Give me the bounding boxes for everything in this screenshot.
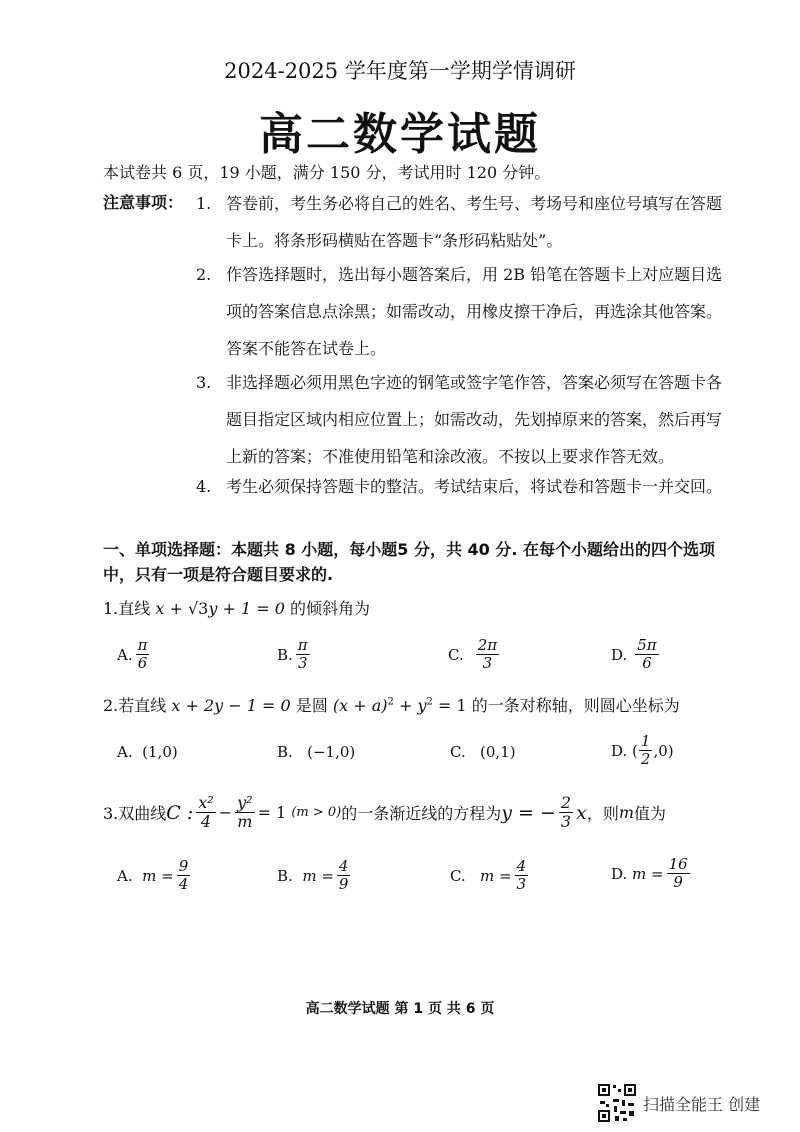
exam-subtitle: 2024-2025 学年度第一学期学情调研 [224, 59, 576, 83]
option-value: (−1,0) [307, 743, 356, 761]
numerator: 4 [516, 857, 527, 875]
option-fraction [296, 637, 310, 673]
q3-suffix2: 值为 [634, 804, 667, 824]
denominator: 4 [200, 812, 212, 832]
q3-slope-fraction [559, 794, 573, 832]
notice-item-text: 考生必须保持答题卡的整洁。考试结束后，将试卷和答题卡一并交回。 [226, 477, 723, 496]
q2-suffix: 的一条对称轴，则圆心坐标为 [471, 696, 680, 715]
option-pre: ( [632, 741, 638, 760]
q1-prefix: 1.直线 [103, 599, 151, 618]
q1-option-c[interactable] [448, 637, 502, 673]
q2-prefix: 2.若直线 [103, 696, 167, 715]
exam-intro: 本试卷共 6 页，19 小题，满分 150 分，考试用时 120 分钟。 [103, 163, 551, 182]
numerator: 9 [178, 857, 189, 875]
option-fraction [639, 733, 653, 769]
q1-eq-a: x + [155, 599, 188, 618]
q1-option-b[interactable] [277, 637, 313, 673]
question-3 [103, 794, 666, 832]
q3-suffix: ，则 [586, 804, 619, 824]
option-label: C. [450, 743, 466, 761]
option-lhs: m = [632, 864, 664, 883]
denominator: 4 [178, 875, 189, 894]
denominator: 2 [640, 750, 651, 769]
option-label: A. [117, 866, 133, 885]
option-value: (1,0) [142, 743, 178, 761]
q2-circle-a: (x + a) [332, 696, 388, 715]
q3-condition: (m > 0) [291, 805, 342, 821]
q2-option-d[interactable] [611, 733, 674, 769]
option-label: A. [117, 743, 133, 761]
q3-var: m [618, 803, 634, 823]
q1-option-d[interactable] [611, 637, 662, 673]
q1-sqrt: √3 [187, 599, 209, 618]
numerator: 2 [560, 793, 572, 812]
q1-suffix: 的倾斜角为 [290, 599, 371, 618]
denominator: 3 [560, 812, 572, 832]
option-label: D. [611, 645, 628, 664]
denominator: 3 [297, 654, 308, 673]
denominator: m [237, 812, 253, 832]
notice-item [196, 256, 736, 371]
notice-item-number: 1. [196, 194, 212, 213]
q3-x-fraction [196, 794, 215, 832]
q3-option-b[interactable] [277, 858, 353, 894]
option-label: B. [277, 645, 293, 664]
numerator: π [137, 636, 148, 654]
question-2 [103, 693, 680, 716]
q2-circle-c: = 1 [432, 696, 467, 715]
q2-option-a[interactable] [117, 743, 178, 761]
q3-eq: = 1 [257, 803, 287, 823]
notice-item-number: 2. [196, 265, 212, 284]
denominator: 3 [516, 875, 527, 894]
q2-option-c[interactable] [450, 743, 516, 761]
notice-item-text: 非选择题必须用黑色字迹的钢笔或签字笔作答，答案必须写在答题卡各题目指定区域内相应位置上；如需改动，先划掉原来的答案，然后再写上新的答案；不准使用铅笔和涂改液。不按以上要求作答无效。 [226, 373, 723, 466]
watermark-text: 扫描全能王 创建 [643, 1094, 761, 1114]
question-1 [103, 596, 370, 619]
notice-item [196, 468, 736, 508]
q3-curve-name: C : [166, 801, 194, 824]
option-label: B. [277, 866, 293, 885]
notice-label: 注意事项： [103, 193, 184, 212]
notice-item-text: 答卷前，考生务必将自己的姓名、考生号、考场号和座位号填写在答题卡上。将条形码横贴在答题卡“条形码粘贴处”。 [226, 194, 723, 250]
q2-circle-b: + y [393, 696, 427, 715]
option-label: A. [117, 645, 133, 664]
exam-title: 高二数学试题 [259, 109, 541, 160]
option-label: C. [450, 866, 466, 885]
denominator: 6 [642, 654, 652, 673]
q2-mid: 是圆 [295, 696, 328, 715]
option-label: D. [611, 864, 628, 883]
denominator: 3 [482, 654, 493, 673]
q3-y-fraction [235, 794, 254, 832]
option-fraction [476, 637, 499, 673]
option-label: B. [277, 743, 293, 761]
page-footer: 高二数学试题 第 1 页 共 6 页 [305, 1001, 495, 1017]
q2-line: x + 2y − 1 = 0 [171, 696, 291, 715]
q2-option-b[interactable] [277, 743, 355, 761]
q3-prefix: 3.双曲线 [103, 804, 167, 824]
option-fraction [515, 858, 529, 894]
numerator: π [297, 636, 308, 654]
q3-option-a[interactable] [117, 858, 193, 894]
section-heading: 一、单项选择题：本题共 8 小题，每小题5 分，共 40 分. 在每个小题给出的四个选项中，只有一项是符合题目要求的. [103, 540, 716, 584]
q2-exp-2: 2 [426, 696, 433, 708]
option-value: (0,1) [480, 743, 516, 761]
q2-exp-1: 2 [387, 696, 394, 708]
numerator: x² [198, 793, 214, 812]
q1-eq-b: y + 1 = 0 [208, 599, 285, 618]
qr-code-icon [597, 1083, 637, 1123]
scanner-watermark [597, 1083, 760, 1123]
option-fraction [177, 858, 191, 894]
option-fraction [337, 858, 351, 894]
option-label: C. [448, 645, 464, 664]
notice-item [196, 185, 736, 265]
q3-asymptote: y = − [501, 801, 556, 824]
notice-item-number: 4. [196, 477, 212, 496]
notice-item-text: 作答选择题时，选出每小题答案后，用 2B 铅笔在答题卡上对应题目选项的答案信息点涂黑；如需改动，用橡皮擦干净后，再选涂其他答案。答案不能答在试卷上。 [226, 265, 723, 358]
option-lhs: m = [302, 866, 334, 885]
denominator: 6 [137, 654, 148, 673]
numerator: y² [237, 793, 253, 812]
denominator: 9 [338, 875, 349, 894]
numerator: 5π [637, 636, 657, 654]
option-lhs: m = [480, 866, 512, 885]
option-fraction [667, 856, 690, 892]
q3-mid: 的一条渐近线的方程为 [341, 804, 502, 824]
option-lhs: m = [142, 866, 174, 885]
option-post: ,0) [653, 741, 674, 760]
option-fraction [635, 637, 658, 673]
option-label: D. [611, 741, 628, 760]
q3-minus: − [218, 803, 233, 823]
notice-item [196, 364, 736, 479]
denominator: 9 [673, 873, 683, 892]
numerator: 1 [640, 732, 651, 750]
numerator: 4 [338, 857, 349, 875]
q3-option-c[interactable] [450, 858, 531, 894]
q1-option-a[interactable] [117, 637, 152, 673]
numerator: 16 [668, 855, 688, 873]
q3-asym-x: x [576, 801, 587, 824]
notice-item-number: 3. [196, 373, 212, 392]
option-fraction [136, 637, 150, 673]
q3-option-d[interactable] [611, 856, 693, 892]
numerator: 2π [477, 636, 498, 654]
